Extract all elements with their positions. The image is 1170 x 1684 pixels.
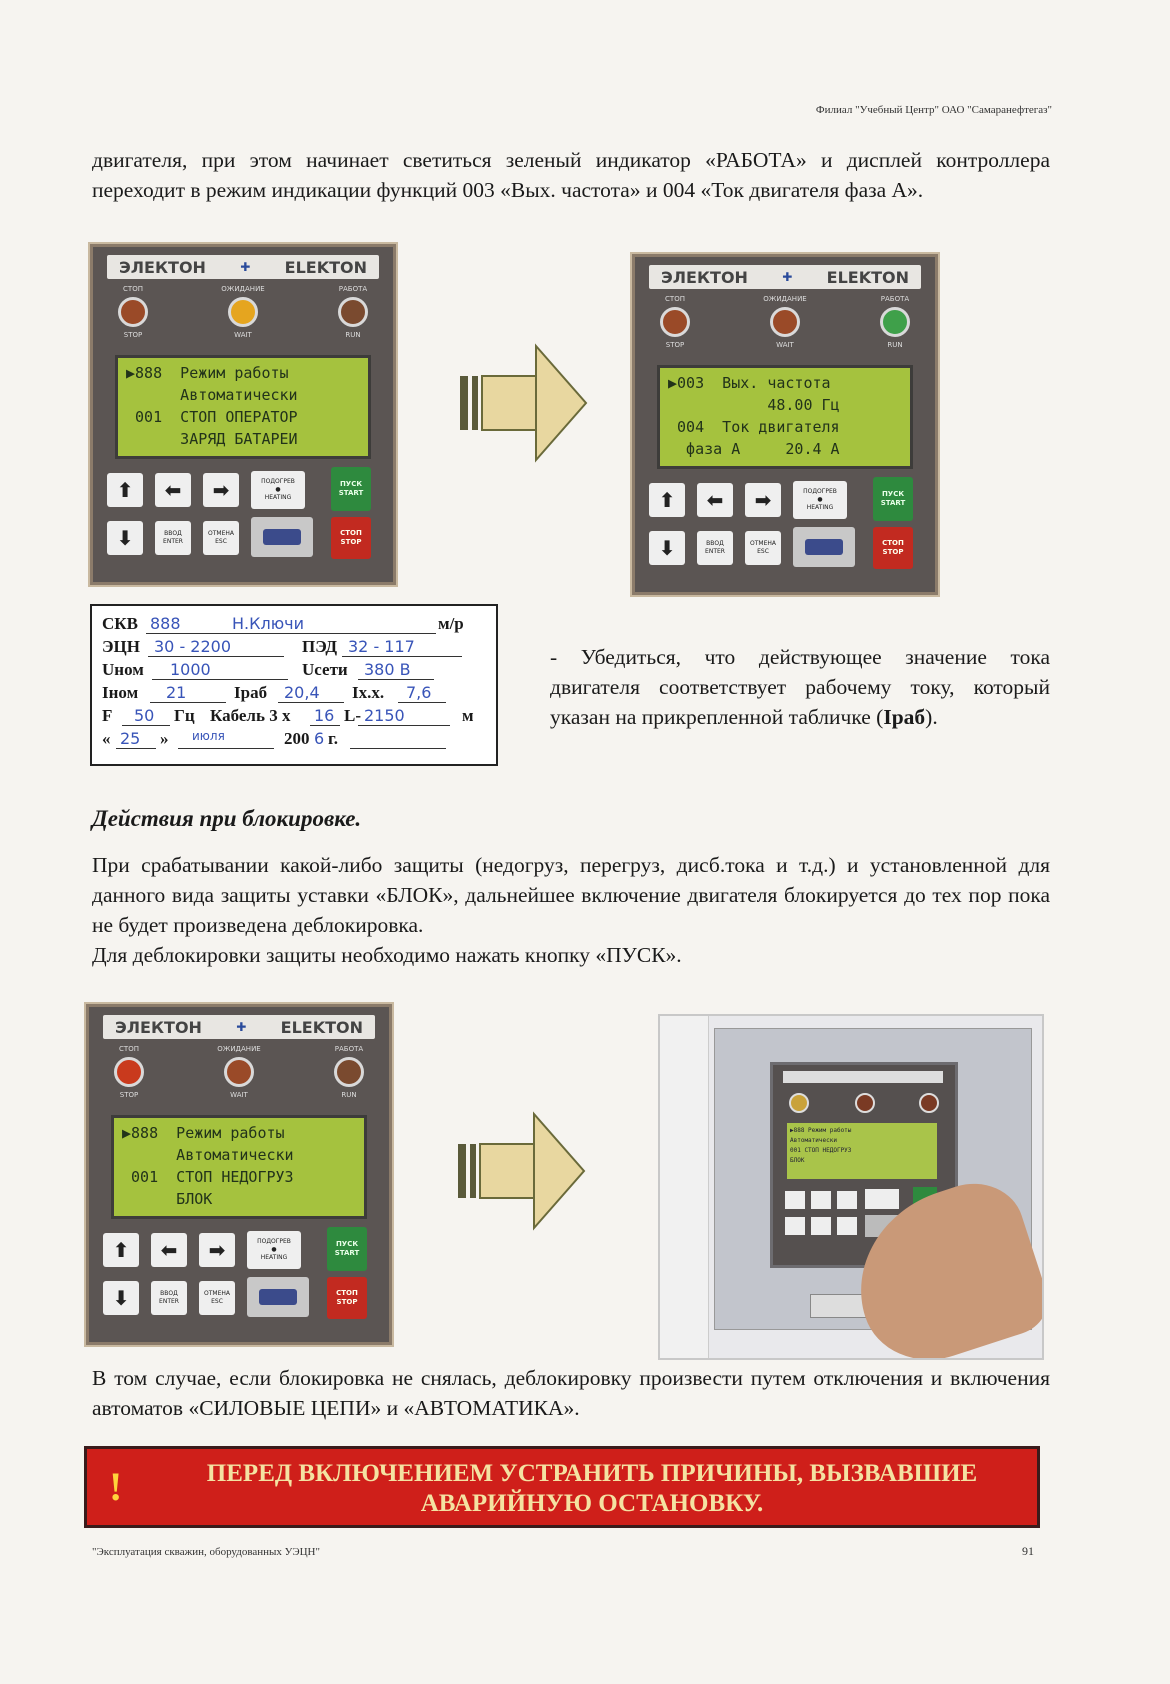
stop-key[interactable]: СТОП STOP: [327, 1277, 367, 1319]
arrow-right-icon: [460, 338, 590, 468]
arrow-right-key[interactable]: ➡: [203, 473, 239, 507]
controller-panel-running: ЭЛЕКТОН ✚ ELEKTON СТОП ОЖИДАНИЕ РАБОТА STOP WAIT RUN ▶003 Вых. частота 48.00 Гц 004 Ток двигателя фаза А 20.4 А ⬆ ⬅ ➡ ПОДОГРЕВ ● HEATING ПУСК START ⬇ ВВОД ENTER ОТМЕНА ESC СТОП STOP: [632, 254, 938, 595]
lamp-label-stop: СТОП: [123, 285, 143, 293]
wait-lamp-icon: [228, 297, 258, 327]
rs232-port: [251, 517, 313, 557]
stop-key[interactable]: СТОП STOP: [873, 527, 913, 569]
brand-logo-icon: ✚: [236, 1020, 247, 1034]
enter-key[interactable]: ВВОД ENTER: [697, 531, 733, 565]
start-key[interactable]: ПУСК START: [327, 1227, 367, 1271]
esc-key[interactable]: ОТМЕНА ESC: [745, 531, 781, 565]
arrow-left-key[interactable]: ⬅: [697, 483, 733, 517]
wait-lamp-icon: [770, 307, 800, 337]
controller-panel-stopped: ЭЛЕКТОН ✚ ELEKTON СТОП ОЖИДАНИЕ РАБОТА STOP WAIT RUN ▶888 Режим работы Автоматически 001 СТОП ОПЕРАТОР ЗАРЯД БАТАРЕИ ⬆ ⬅ ➡ ПОДОГРЕВ ● HEATING ПУСК START ⬇ ВВОД ENTER ОТМЕНА ESC СТОП STOP: [90, 244, 396, 585]
photo-pressing-start: [658, 1014, 1044, 1360]
enter-key[interactable]: ВВОД ENTER: [151, 1281, 187, 1315]
heating-key[interactable]: ПОДОГРЕВ ● HEATING: [247, 1231, 301, 1269]
stop-lamp-icon: [114, 1057, 144, 1087]
page-number: 91: [1022, 1544, 1034, 1558]
arrow-down-key[interactable]: ⬇: [103, 1281, 139, 1315]
arrow-up-key[interactable]: ⬆: [649, 483, 685, 517]
lamp-label-wait: ОЖИДАНИЕ: [221, 285, 265, 293]
photo-lcd: ▶888 Режим работы Автоматически 001 СТОП НЕДОГРУЗ БЛОК: [787, 1123, 937, 1179]
start-key[interactable]: ПУСК START: [331, 467, 371, 511]
arrow-down-key[interactable]: ⬇: [649, 531, 685, 565]
arrow-left-key[interactable]: ⬅: [151, 1233, 187, 1267]
warning-exclamation-icon: !: [109, 1464, 123, 1509]
wait-lamp-icon: [224, 1057, 254, 1087]
controller-brand: ЭЛЕКТОН ✚ ELEKTON: [103, 1015, 375, 1039]
section-heading: Действия при блокировке.: [92, 806, 362, 831]
warning-text: ПЕРЕД ВКЛЮЧЕНИЕМ УСТРАНИТЬ ПРИЧИНЫ, ВЫЗВАВШИЕ АВАРИЙНУЮ ОСТАНОВКУ.: [206, 1460, 978, 1517]
arrow-up-key[interactable]: ⬆: [107, 473, 143, 507]
photo-document-strip: [660, 1016, 709, 1358]
run-lamp-icon: [334, 1057, 364, 1087]
esc-key[interactable]: ОТМЕНА ESC: [203, 521, 239, 555]
heating-key[interactable]: ПОДОГРЕВ ● HEATING: [793, 481, 847, 519]
arrow-right-key[interactable]: ➡: [745, 483, 781, 517]
running-header: Филиал "Учебный Центр" ОАО "Самаранефтегаз": [815, 104, 1052, 116]
arrow-up-key[interactable]: ⬆: [103, 1233, 139, 1267]
run-lamp-icon: [880, 307, 910, 337]
heating-key[interactable]: ПОДОГРЕВ ● HEATING: [251, 471, 305, 509]
controller-brand: ЭЛЕКТОН ✚ ELEKTON: [649, 265, 921, 289]
brand-logo-icon: ✚: [240, 260, 251, 274]
stop-lamp-icon: [660, 307, 690, 337]
lcd-display: ▶003 Вых. частота 48.00 Гц 004 Ток двигателя фаза А 20.4 А: [657, 365, 913, 469]
warning-banner: [84, 1446, 1040, 1528]
esc-key[interactable]: ОТМЕНА ESC: [199, 1281, 235, 1315]
footer-title: "Эксплуатация скважин, оборудованных УЭЦН": [92, 1546, 320, 1558]
arrow-right-key[interactable]: ➡: [199, 1233, 235, 1267]
rs232-port: [247, 1277, 309, 1317]
paragraph-blocking: При срабатывании какой-либо защиты (недогруз, перегруз, дисб.тока и т.д.) и установленной для данного вида защиты уставки «БЛОК», дальнейшее включение двигателя блокируется до тех пор пока не будет произведена деблокировка. Для деблокировки защиты необходимо нажать кнопку «ПУСК».: [92, 853, 1050, 967]
arrow-left-key[interactable]: ⬅: [155, 473, 191, 507]
enter-key[interactable]: ВВОД ENTER: [155, 521, 191, 555]
stop-key[interactable]: СТОП STOP: [331, 517, 371, 559]
paragraph-reset: В том случае, если блокировка не снялась, деблокировку произвести путем отключения и включения автоматов «СИЛОВЫЕ ЦЕПИ» и «АВТОМАТИКА».: [92, 1366, 1050, 1420]
start-key[interactable]: ПУСК START: [873, 477, 913, 521]
run-lamp-icon: [338, 297, 368, 327]
stop-lamp-icon: [118, 297, 148, 327]
controller-panel-blocked: ЭЛЕКТОН ✚ ELEKTON СТОП ОЖИДАНИЕ РАБОТА STOP WAIT RUN ▶888 Режим работы Автоматически 001 СТОП НЕДОГРУЗ БЛОК ⬆ ⬅ ➡ ПОДОГРЕВ ● HEATING ПУСК START ⬇ ВВОД ENTER ОТМЕНА ESC СТОП STOP: [86, 1004, 392, 1345]
lcd-display: ▶888 Режим работы Автоматически 001 СТОП ОПЕРАТОР ЗАРЯД БАТАРЕИ: [115, 355, 371, 459]
controller-brand: ЭЛЕКТОН ✚ ELEKTON: [107, 255, 379, 279]
rs232-port: [793, 527, 855, 567]
lamp-label-run: РАБОТА: [338, 285, 368, 293]
lcd-display: ▶888 Режим работы Автоматически 001 СТОП НЕДОГРУЗ БЛОК: [111, 1115, 367, 1219]
arrow-right-icon: [458, 1106, 588, 1236]
paragraph-intro: двигателя, при этом начинает светиться зеленый индикатор «РАБОТА» и дисплей контроллера переходит в режим индикации функций 003 «Вых. частота» и 004 «Ток двигателя фаза А».: [92, 148, 1050, 202]
current-check-note: - Убедиться, что действующее значение тока двигателя соответствует рабочему току, который указан на прикрепленной табличке (Iраб).: [550, 645, 1050, 729]
brand-logo-icon: ✚: [782, 270, 793, 284]
motor-nameplate: СКВ 888 Н.Ключи м/р ЭЦН 30 - 2200 ПЭД 32 - 117 Uном 1000 Uсети 380 В Iном 21 Iраб 20,4 Iх.х. 7,6 F 50 Гц Кабель 3 х 16 L- 2150 м « 25 » июля 200 6 г.: [90, 604, 498, 766]
arrow-down-key[interactable]: ⬇: [107, 521, 143, 555]
